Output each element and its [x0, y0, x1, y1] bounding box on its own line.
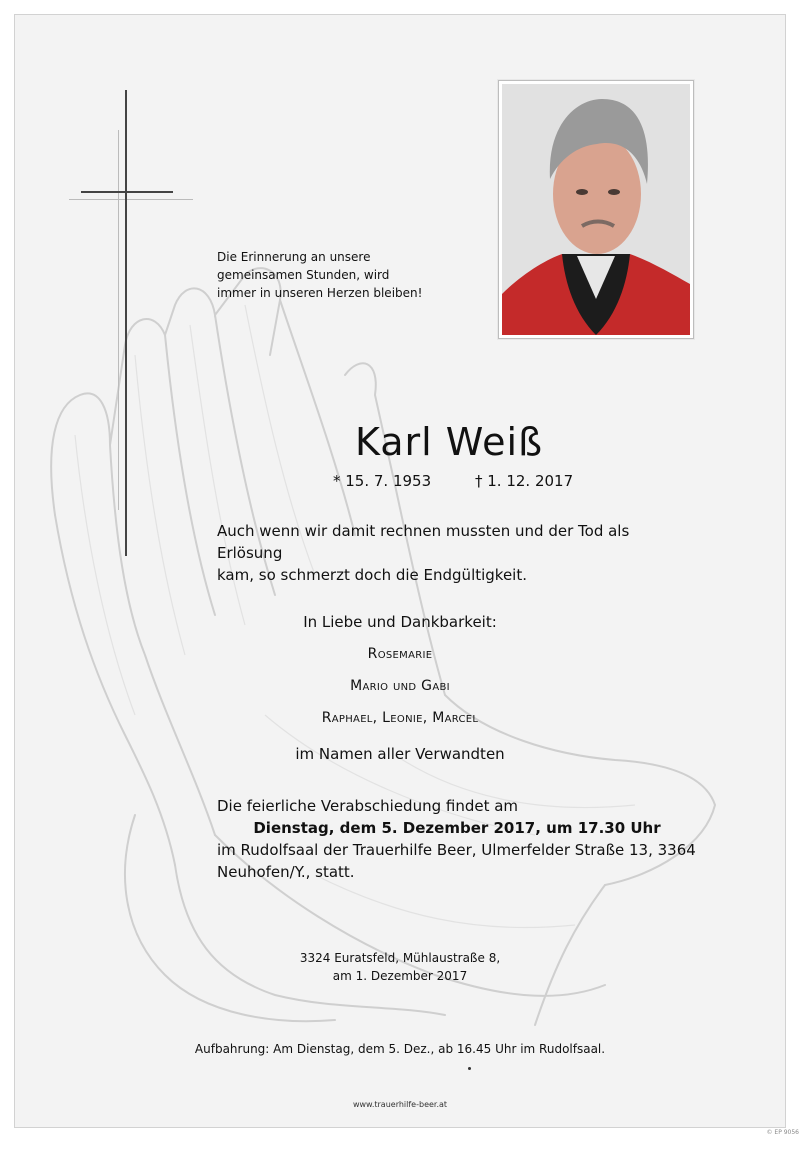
birth-date: * 15. 7. 1953 — [333, 472, 432, 490]
ceremony-intro: Die feierliche Verabschiedung findet am — [217, 797, 519, 815]
mourners-heading: In Liebe und Dankbarkeit: — [303, 613, 497, 631]
family-address — [15, 949, 785, 985]
portrait-frame — [498, 80, 694, 339]
mourner-name: Raphael, Leonie, Marcel — [321, 710, 479, 726]
ceremony-place-cont: Neuhofen/Y., statt. — [217, 863, 355, 881]
memory-line: immer in unseren Herzen bleiben! — [217, 286, 423, 300]
viewing-note: Aufbahrung: Am Dienstag, dem 5. Dez., ab 16.45 Uhr im Rudolfsaal. — [194, 1042, 606, 1056]
copyright-mark: © EP 9056 — [766, 1129, 799, 1136]
death-date: † 1. 12. 2017 — [475, 472, 574, 490]
quote-line-1 — [217, 520, 697, 564]
memory-verse — [217, 248, 477, 302]
address-line: 3324 Euratsfeld, Mühlaustraße 8, — [299, 951, 501, 965]
portrait-photo — [502, 84, 690, 335]
cross-shadow-vertical — [118, 130, 119, 510]
memory-line: Die Erinnerung an unsere — [217, 250, 371, 264]
quote-line-2: kam, so schmerzt doch die Endgültigkeit. — [217, 566, 527, 584]
ceremony-info — [217, 795, 697, 883]
cross-shadow-horizontal — [69, 199, 193, 200]
website-link[interactable]: www.trauerhilfe-beer.at — [352, 1100, 448, 1109]
separator-dot — [468, 1067, 471, 1070]
address-date: am 1. Dezember 2017 — [332, 969, 468, 983]
deceased-name: Karl Weiß — [355, 420, 544, 464]
cross-vertical-beam — [125, 90, 127, 556]
ceremony-datetime: Dienstag, dem 5. Dezember 2017, um 17.30 Uhr — [253, 819, 661, 837]
mourners-closing: im Namen aller Verwandten — [295, 745, 505, 763]
ceremony-place: im Rudolfsaal der Trauerhilfe Beer, Ulmerfelder Straße 13, 3364 — [217, 841, 696, 859]
obituary-card — [14, 14, 786, 1128]
mourner-name: Rosemarie — [367, 646, 433, 662]
quote-paragraph — [217, 520, 697, 586]
quote-text: Auch wenn wir damit rechnen mussten und der Tod als Erlösung — [217, 522, 630, 562]
mourner-name: Mario und Gabi — [350, 678, 450, 694]
memory-line: gemeinsamen Stunden, wird — [217, 268, 390, 282]
cross-horizontal-beam — [81, 191, 173, 193]
